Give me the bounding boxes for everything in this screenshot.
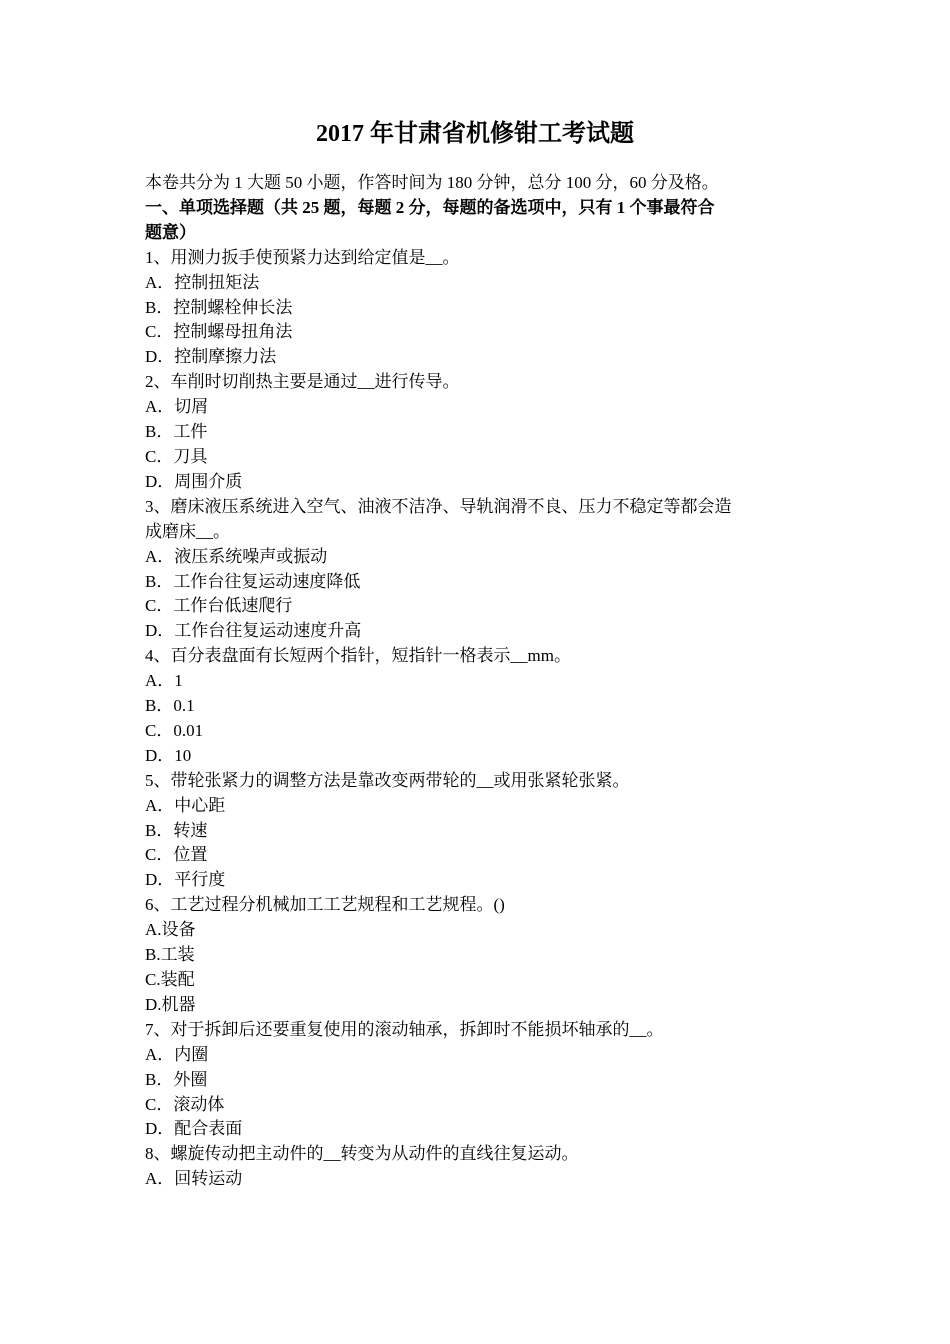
option-a: A．1 — [145, 671, 183, 691]
option-d: D．平行度 — [145, 870, 226, 890]
exam-intro: 本卷共分为 1 大题 50 小题，作答时间为 180 分钟，总分 100 分，60 分及格。 — [145, 173, 719, 192]
page-title: 2017 年甘肃省机修钳工考试题 — [316, 121, 634, 147]
question-6-stem: 6、工艺过程分机械加工工艺规程和工艺规程。() — [145, 895, 505, 915]
option-c: C．控制螺母扭角法 — [145, 322, 293, 342]
option-a: A．切屑 — [145, 397, 209, 417]
option-c: C．工作台低速爬行 — [145, 596, 293, 616]
option-c: C.装配 — [145, 970, 195, 989]
option-b: B．工件 — [145, 422, 208, 442]
option-b: B．工作台往复运动速度降低 — [145, 571, 361, 591]
option-a: A．内圈 — [145, 1044, 209, 1064]
option-b: B．转速 — [145, 820, 208, 840]
option-a: A．回转运动 — [145, 1169, 243, 1189]
option-b: B．控制螺栓伸长法 — [145, 297, 293, 317]
section-heading: 一、单项选择题（共 25 题，每题 2 分，每题的备选项中，只有 1 个事最符合 — [145, 197, 715, 217]
option-d: D．配合表面 — [145, 1119, 243, 1139]
option-d: D.机器 — [145, 994, 196, 1014]
option-a: A．控制扭矩法 — [145, 272, 260, 292]
section-heading-continued: 题意） — [145, 222, 196, 242]
option-b: B.工装 — [145, 945, 195, 965]
option-d: D．控制摩擦力法 — [145, 347, 277, 367]
option-a: A．中心距 — [145, 795, 226, 815]
question-3-stem: 3、磨床液压系统进入空气、油液不洁净、导轨润滑不良、压力不稳定等都会造 — [145, 496, 732, 516]
option-b: B．0.1 — [145, 696, 195, 716]
option-d: D．10 — [145, 745, 192, 765]
option-c: C．0.01 — [145, 720, 204, 740]
option-a: A.设备 — [145, 920, 196, 940]
question-2-stem: 2、车削时切削热主要是通过__进行传导。 — [145, 372, 460, 392]
option-d: D．工作台往复运动速度升高 — [145, 621, 362, 641]
question-3-stem-continued: 成磨床__。 — [145, 521, 230, 541]
option-c: C．滚动体 — [145, 1094, 225, 1114]
option-a: A．液压系统噪声或振动 — [145, 546, 328, 566]
question-8-stem: 8、螺旋传动把主动件的__转变为从动件的直线往复运动。 — [145, 1144, 579, 1164]
question-4-stem: 4、百分表盘面有长短两个指针，短指针一格表示__mm。 — [145, 646, 571, 666]
option-c: C．位置 — [145, 845, 208, 865]
option-b: B．外圈 — [145, 1069, 208, 1089]
option-c: C．刀具 — [145, 446, 208, 466]
exam-content — [145, 171, 811, 1192]
question-1-stem: 1、用测力扳手使预紧力达到给定值是__。 — [145, 247, 460, 267]
question-7-stem: 7、对于拆卸后还要重复使用的滚动轴承，拆卸时不能损坏轴承的__。 — [145, 1019, 664, 1039]
question-5-stem: 5、带轮张紧力的调整方法是靠改变两带轮的__或用张紧轮张紧。 — [145, 770, 630, 790]
option-d: D．周围介质 — [145, 471, 243, 491]
